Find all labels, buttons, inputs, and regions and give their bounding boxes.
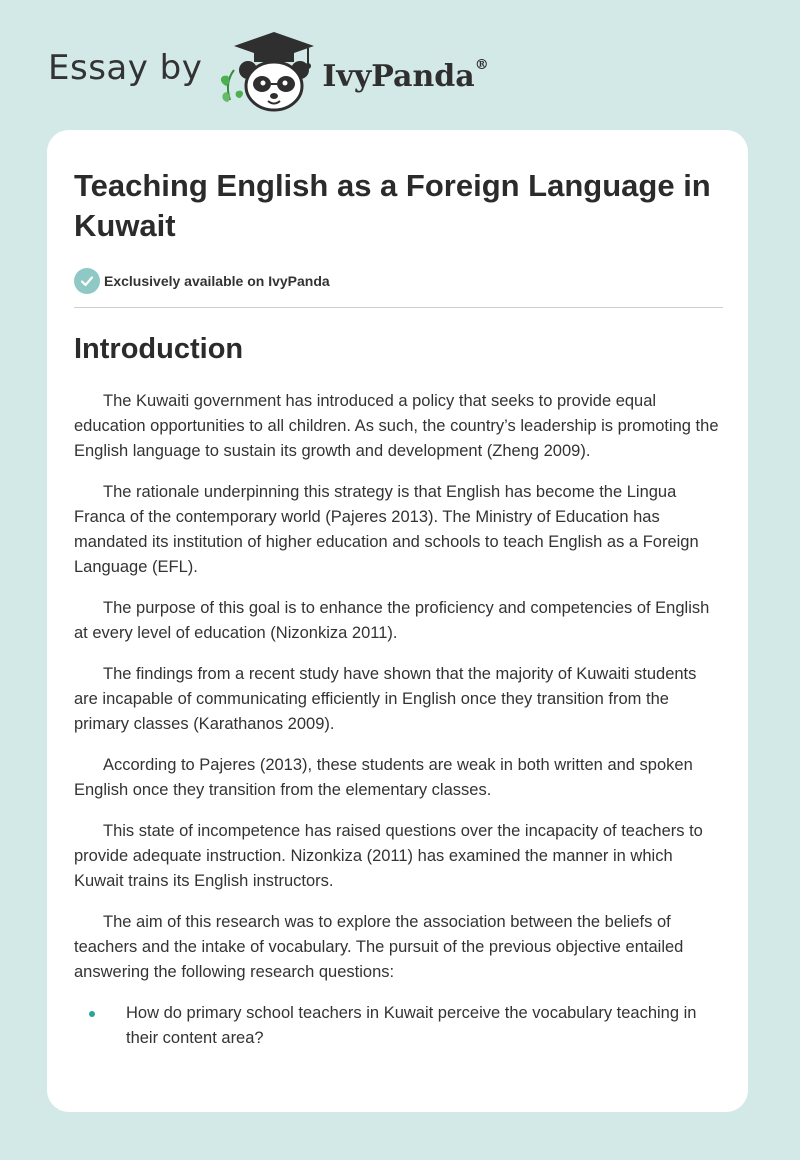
brand-name[interactable] [322, 56, 489, 94]
list-item [74, 1001, 721, 1051]
bullet-dot-icon [89, 1011, 95, 1017]
ivypanda-logo-icon[interactable] [216, 30, 320, 114]
checkmark-icon [74, 268, 100, 294]
exclusive-badge-text: Exclusively available on IvyPanda [104, 273, 330, 289]
brand-text: IvyPanda [322, 58, 475, 94]
article-card [47, 130, 748, 1112]
paragraph: According to Pajeres (2013), these students are weak in both written and spoken English once they transition from the elementary classes. [74, 756, 693, 799]
exclusive-badge [74, 268, 721, 294]
article-body [74, 389, 721, 985]
registered-mark: ® [474, 56, 489, 73]
site-header [48, 30, 489, 114]
research-questions-list [74, 1001, 721, 1051]
section-heading: Introduction [74, 333, 244, 365]
list-item-text: How do primary school teachers in Kuwait perceive the vocabulary teaching in their content area? [126, 1004, 697, 1047]
article-title: Teaching English as a Foreign Language in Kuwait [74, 168, 711, 243]
paragraph: The rationale underpinning this strategy is that English has become the Lingua Franca of the contemporary world (Pajeres 2013). The Ministry of Education has mandated its institution of higher education and schools to teach English as a Foreign Language (EFL). [74, 483, 699, 576]
paragraph: The Kuwaiti government has introduced a policy that seeks to provide equal education opportunities to all children. As such, the country’s leadership is promoting the English language to sustain its growth and development (Zheng 2009). [74, 392, 719, 460]
paragraph: This state of incompetence has raised questions over the incapacity of teachers to provide adequate instruction. Nizonkiza (2011) has examined the manner in which Kuwait trains its English instructors. [74, 822, 703, 890]
essay-by-label: Essay by [48, 48, 203, 88]
paragraph: The findings from a recent study have shown that the majority of Kuwaiti students are incapable of communicating efficiently in English once they transition from the primary classes (Karathanos 2009). [74, 665, 697, 733]
paragraph: The purpose of this goal is to enhance the proficiency and competencies of English at every level of education (Nizonkiza 2011). [74, 599, 710, 642]
divider [74, 307, 723, 308]
paragraph: The aim of this research was to explore the association between the beliefs of teachers and the intake of vocabulary. The pursuit of the previous objective entailed answering the following research questions: [74, 913, 684, 981]
